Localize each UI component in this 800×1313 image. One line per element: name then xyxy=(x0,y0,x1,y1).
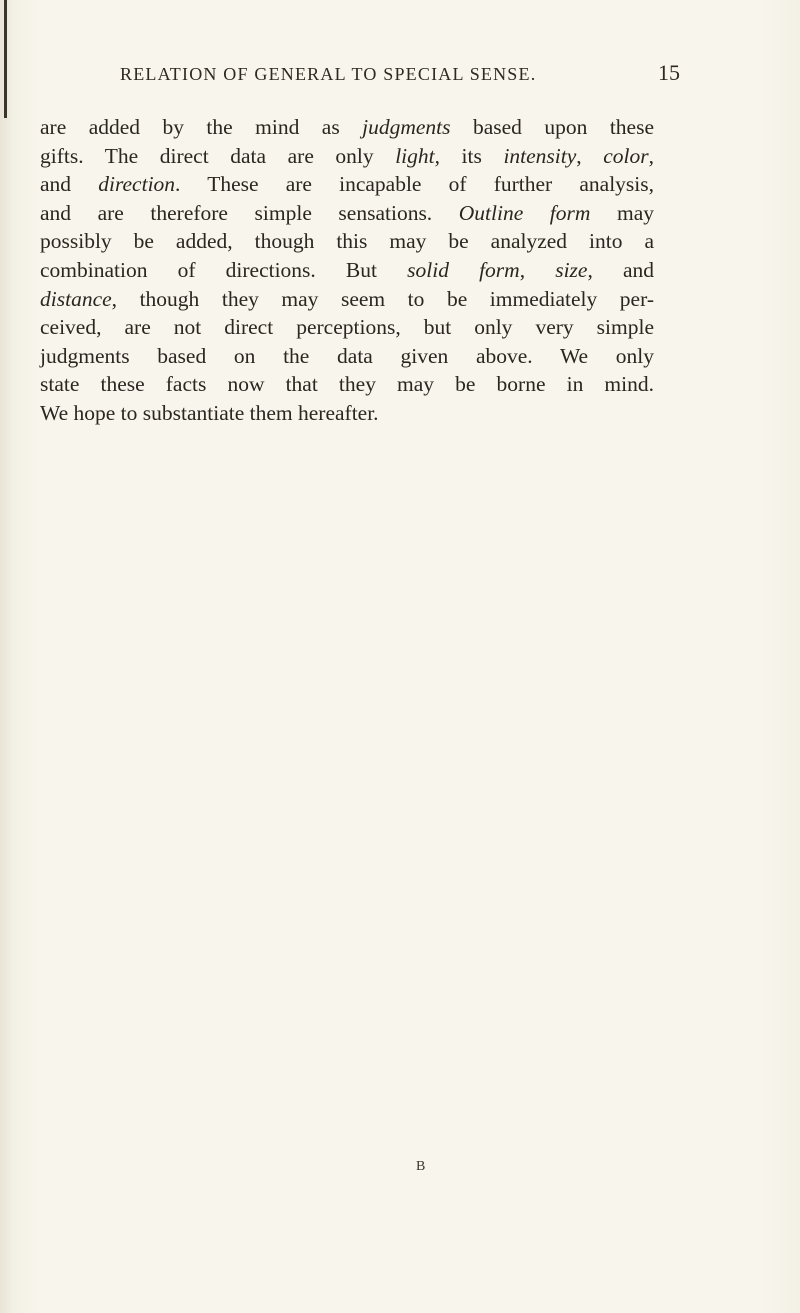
text-segment: and xyxy=(40,172,99,197)
text-segment: ceived, are not direct perceptions, but only very simple xyxy=(40,315,654,340)
italic-term: direction xyxy=(98,172,176,197)
text-segment: We hope to substantiate them hereafter. xyxy=(40,400,379,425)
running-head-title: RELATION OF GENERAL TO SPECIAL SENSE. xyxy=(120,64,537,84)
text-segment: are added by the mind as xyxy=(40,115,363,139)
text-line xyxy=(40,256,654,285)
printer-signature-mark: B xyxy=(416,1159,426,1174)
text-line xyxy=(40,342,654,371)
text-line xyxy=(40,199,654,228)
text-line xyxy=(40,142,654,171)
binding-edge-line xyxy=(4,0,7,118)
text-line xyxy=(40,285,654,314)
text-line xyxy=(40,227,654,256)
body-paragraph xyxy=(40,113,654,428)
text-segment: and are therefore simple sensations. xyxy=(40,200,459,225)
text-line xyxy=(40,399,654,428)
italic-term: judgments xyxy=(362,115,451,139)
text-line xyxy=(40,370,654,399)
italic-term: light xyxy=(395,143,435,168)
text-segment: , xyxy=(648,143,654,168)
italic-term: Outline form xyxy=(458,200,591,225)
text-segment: , though they may seem to be immediately per- xyxy=(111,286,654,311)
text-segment: possibly be added, though this may be analyzed into a xyxy=(40,229,654,254)
italic-term: size xyxy=(555,257,588,282)
italic-term: color xyxy=(603,143,649,168)
text-segment: may xyxy=(590,200,654,225)
italic-term: solid form xyxy=(407,257,520,282)
text-line xyxy=(40,313,654,342)
running-head xyxy=(120,60,680,90)
text-segment: , its xyxy=(434,143,504,168)
italic-term: distance xyxy=(40,286,112,311)
text-segment: combination of directions. But xyxy=(40,257,408,282)
text-segment: , xyxy=(519,257,556,282)
page-number: 15 xyxy=(658,60,680,85)
text-line xyxy=(40,170,654,199)
text-segment: gifts. The direct data are only xyxy=(40,143,396,168)
italic-term: intensity xyxy=(503,143,577,168)
text-segment: state these facts now that they may be borne in mind. xyxy=(40,372,654,397)
text-segment: . These are incapable of further analysis, xyxy=(175,172,655,197)
text-segment: , and xyxy=(587,257,654,282)
text-segment: , xyxy=(576,143,604,168)
text-segment: judgments based on the data given above. We only xyxy=(40,343,654,368)
text-segment: based upon these xyxy=(450,115,654,139)
text-line xyxy=(40,113,654,142)
